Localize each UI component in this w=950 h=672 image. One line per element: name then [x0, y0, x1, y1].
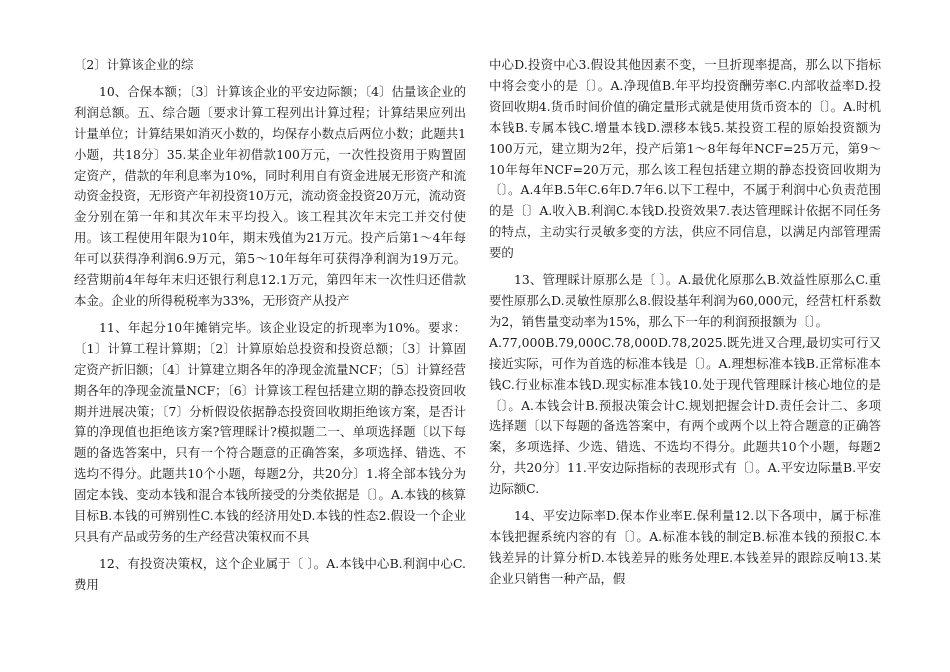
- paragraph: 14、平安边际率D.保本作业率E.保利量12.以下各项中，属于标准本钱把握系统内容的有〔〕。A.标准本钱的制定B.标准本钱的预报C.本钱差异的计算分析D.本钱差异的账务处理E.本钱差异的跟踪反响13.某企业只销售一种产品，假: [489, 508, 881, 586]
- paragraph: 11、年起分10年摊销完毕。该企业设定的折现率为10%。要求：〔1〕计算工程计算期；〔2〕计算原始总投资和投资总额；〔3〕计算固定资产折旧额；〔4〕计算建立期各年的净现金流量NCF；〔5〕计算经营期各年的净现金流量NCF；〔6〕计算该工程包括建立期的静态投资回收期并进展决策；〔7〕分析假设依据静态投资回收期拒绝该方案，是否计算的净现值也拒绝该方案?管理睬计?模拟题二一、单项选择题〔以下每题的备选答案中，只有一个符合题意的正确答案，多项选择、错选、不选均不得分。此题共10个小题，每题2分，共20分〕1.将全部本钱分为固定本钱、变动本钱和混合本钱所接受的分类依据是〔〕。A.本钱的核算目标B.本钱的可辨别性C.本钱的经济用处D.本钱的性态2.假设一个企业只具有产品或劳务的生产经营决策权而不具: [74, 319, 466, 544]
- paragraph: 10、合保本额；〔3〕计算该企业的平安边际额；〔4〕估量该企业的利润总额。五、综合题〔要求计算工程列出计算过程；计算结果应列出计量单位；计算结果如消灭小数的，均保存小数点后两位小数；此题共1小题，共18分〕35.某企业年初借款100万元，一次性投资用于购置固定资产，借款的年利息率为10%，同时利用自有资金进展无形资产和流动资金投资，无形资产年初投资10万元，流动资金投资20万元，流动资金分别在第一年和其次年末平均投入。该工程其次年末完工并交付使用。该工程使用年限为10年，期末残值为21万元。投产后第1～4年每年可以获得净利润6.9万元，第5～10年每年可获得净利润为19万元。经营期前4年每年末归还银行利息12.1万元，第四年末一次性归还借款本金。企业的所得税税率为33%，无形资产从投产: [74, 83, 466, 308]
- left-column: [74, 55, 466, 596]
- paragraph: 中心D.投资中心3.假设其他因素不变，一旦折现率提高，那么以下指标中将会变小的是〔〕。A.净现值B.年平均投资酬劳率C.内部收益率D.投资回收期4.货币时间价值的确定量形式就是使用货币资本的〔〕。A.时机本钱B.专属本钱C.增量本钱D.漂移本钱5.某投资工程的原始投资额为100万元，建立期为2年，投产后第1～8年每年NCF=25万元，第9～10年每年NCF=20万元，那么该工程包括建立期的静态投资回收期为〔〕。A.4年B.5年C.6年D.7年6.以下工程中，不属于利润中心负责范围的是〔〕A.收入B.利润C.本钱D.投资效果7.表达管理睬计依据不同任务的特点，主动实行灵敏多变的方法，供应不同信息，以满足内部管理需要的: [489, 57, 881, 261]
- right-column: [489, 55, 881, 590]
- paragraph: 〔2〕计算该企业的综: [74, 57, 194, 72]
- paragraph: A.77,000B.79,000C.78,000D.78,2025.既先进又合理,最切实可行又接近实际，可作为首选的标准本钱是〔〕。A.理想标准本钱B.正常标准本钱C.行业标准本钱D.现实标准本钱10.处于现代管理睬计核心地位的是〔〕。A.本钱会计B.预报决策会计C.规划把握会计D.责任会计二、多项选择题〔以下每题的备选答案中，有两个或两个以上符合题意的正确答案，多项选择、少选、错选、不选均不得分。此题共10个小题，每题2分，共20分〕11.平安边际指标的表现形式有〔〕。A.平安边际量B.平安边际额C.: [489, 334, 881, 497]
- paragraph: 12、有投资决策权，这个企业属于〔 〕。A.本钱中心B.利润中心C.费用: [74, 555, 466, 592]
- paragraph: 13、管理睬计原那么是〔 〕。A.最优化原那么B.效益性原那么C.重要性原那么D.灵敏性原那么8.假设基年利润为60,000元，经营杠杆系数为2，销售量变动率为15%，那么下一年的利润预报额为〔〕。: [489, 272, 881, 329]
